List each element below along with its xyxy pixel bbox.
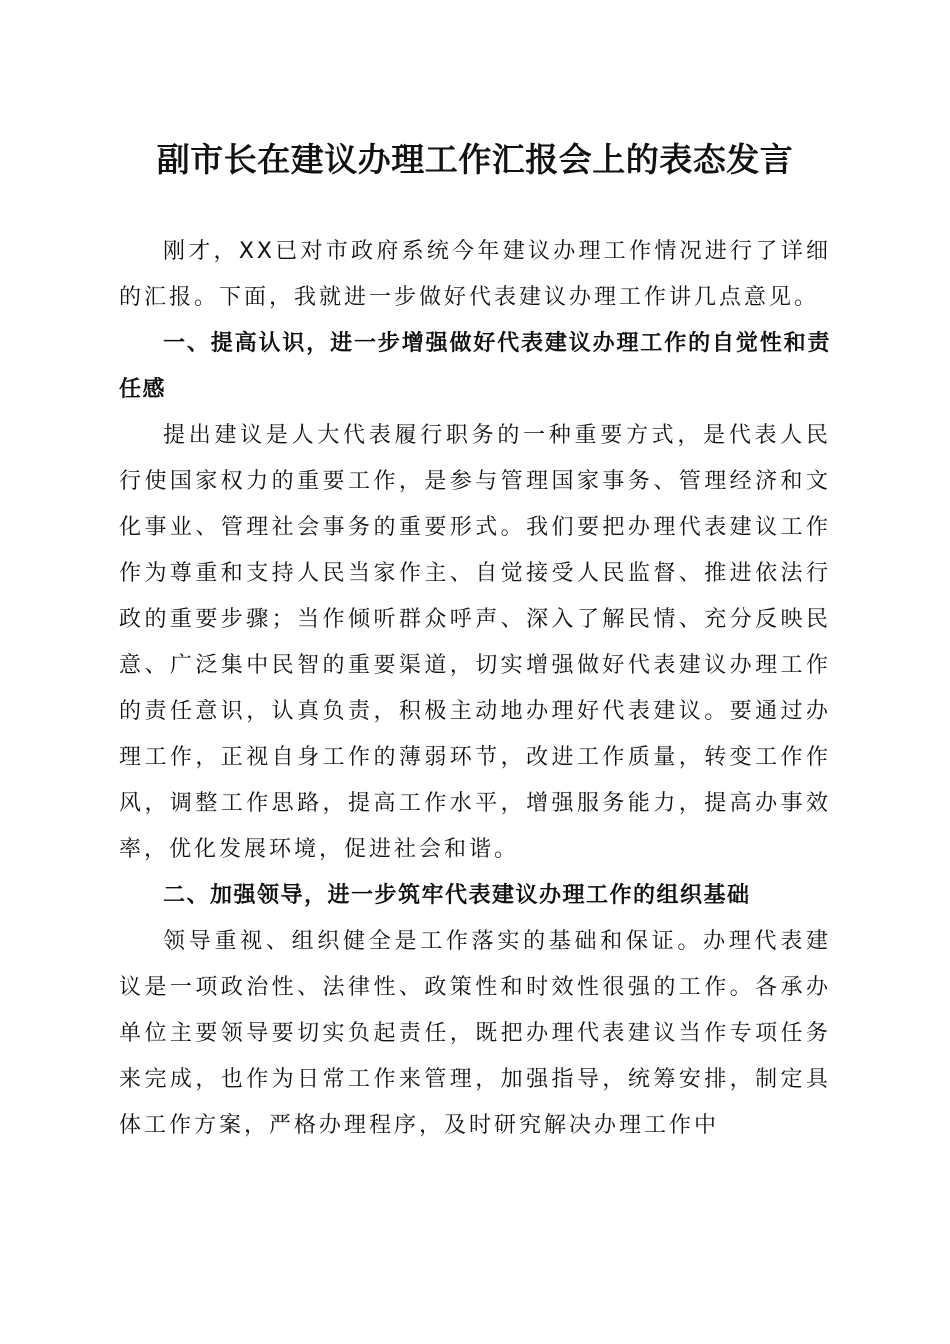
section-heading-1: 一、提高认识，进一步增强做好代表建议办理工作的自觉性和责任感	[119, 331, 831, 402]
section-paragraph-1: 提出建议是人大代表履行职务的一种重要方式，是代表人民行使国家权力的重要工作，是参与管理国家事务、管理经济和文化事业、管理社会事务的重要形式。我们要把办理代表建议工作作为尊重和支持人民当家作主、自觉接受人民监督、推进依法行政的重要步骤；当作倾听群众呼声、深入了解民情、充分反映民意、广泛集中民智的重要渠道，切实增强做好代表建议办理工作的责任意识，认真负责，积极主动地办理好代表建议。要通过办理工作，正视自身工作的薄弱环节，改进工作质量，转变工作作风，调整工作思路，提高工作水平，增强服务能力，提高办事效率，优化发展环境，促进社会和谐。	[119, 423, 831, 862]
section-paragraph-2: 领导重视、组织健全是工作落实的基础和保证。办理代表建议是一项政治性、法律性、政策性和时效性很强的工作。各承办单位主要领导要切实负起责任，既把办理代表建议当作专项任务来完成，也作为日常工作来管理，加强指导，统筹安排，制定具体工作方案，严格办理程序，及时研究解决办理工作中	[119, 929, 831, 1138]
section-heading-2: 二、加强领导，进一步筑牢代表建议办理工作的组织基础	[163, 883, 751, 908]
intro-paragraph: 刚才，XX已对市政府系统今年建议办理工作情况进行了详细的汇报。下面，我就进一步做好代表建议办理工作讲几点意见。	[119, 239, 831, 310]
document-body	[119, 229, 831, 1149]
document-title: 副市长在建议办理工作汇报会上的表态发言	[156, 140, 794, 179]
